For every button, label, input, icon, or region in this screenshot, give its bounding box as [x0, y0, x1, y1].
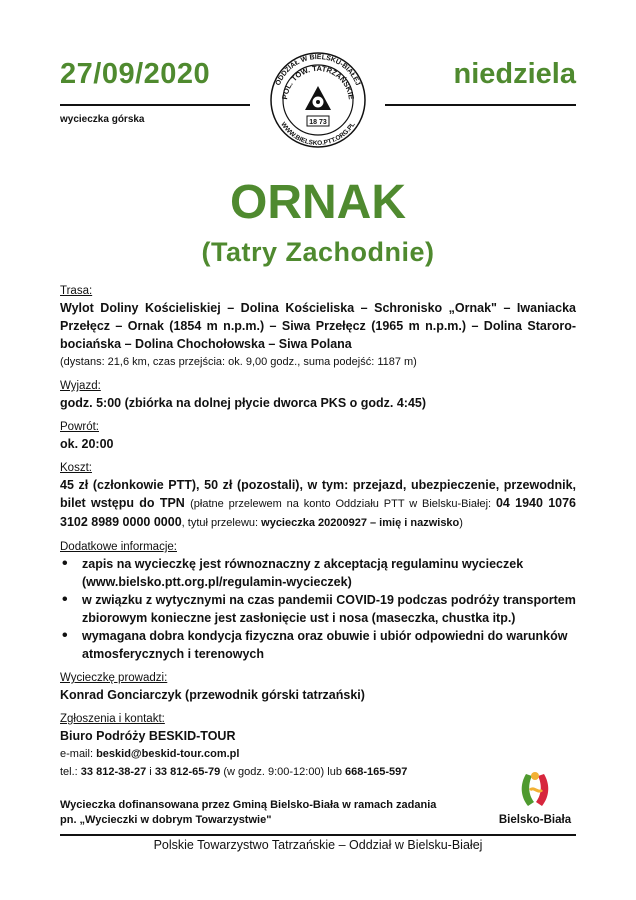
list-item: • w związku z wytycznymi na czas pandemii COVID-19 podczas podróży transportem zbiorowym konieczne jest zasłonięcie ust i nosa (maseczka, chustka itp.): [60, 591, 576, 627]
funding-note: [60, 798, 480, 828]
trip-type: wycieczka górska: [60, 114, 145, 125]
email-link[interactable]: beskid@beskid-tour.com.pl: [96, 748, 240, 760]
edelweiss-icon: [305, 86, 331, 110]
contact-email-line: [60, 745, 576, 763]
header-divider-left: [60, 104, 250, 106]
cost-section: [60, 461, 576, 532]
return-text: ok. 20:00: [60, 437, 114, 451]
funding-line-2: pn. „Wycieczki w dobrym Towarzystwie": [60, 814, 272, 826]
logo-year: 18 73: [309, 119, 327, 126]
tel-and: i: [146, 766, 155, 778]
cost-main: 45 zł (członkowie PTT), 50 zł (pozostali), w tym: przejazd, ubezpieczenie, przewodnik, bilet wstępu do TPN: [60, 478, 576, 510]
content-body: [60, 284, 576, 789]
cost-transfer-suffix: ): [459, 517, 463, 529]
cost-transfer-title: wycieczka 20200927 – imię i nazwisko: [261, 517, 460, 529]
list-item: • wymagana dobra kondycja fizyczna oraz obuwie i ubiór odpowiedni do warunków atmosferycznych i terenowych: [60, 627, 576, 663]
footer-text: Polskie Towarzystwo Tatrzańskie – Oddział w Bielsku-Białej: [153, 838, 483, 852]
logo-inner-text: POL. TOW. TATRZAŃSKIE: [280, 63, 356, 101]
contact-label: Zgłoszenia i kontakt:: [60, 713, 165, 725]
additional-list: [60, 555, 576, 663]
contact-office: Biuro Podróży BESKID-TOUR: [60, 729, 236, 743]
list-item: • zapis na wycieczkę jest równoznaczny z akceptacją regulaminu wycieczek (www.bielsko.ptt.org.pl/regulamin-wycieczek): [60, 555, 576, 591]
return-section: [60, 420, 576, 453]
phone-2: 33 812-65-79: [154, 766, 221, 778]
guide-text: Konrad Gonciarczyk (przewodnik górski tatrzański): [60, 688, 365, 702]
funding-line-1: Wycieczka dofinansowana przez Gminą Bielsko-Biała w ramach zadania: [60, 799, 437, 811]
departure-text: godz. 5:00 (zbiórka na dolnej płycie dworca PKS o godz. 4:45): [60, 396, 427, 410]
footer-divider: [60, 834, 576, 836]
tel-hours: (w godz. 9:00-12:00) lub: [220, 766, 346, 778]
cost-transfer-prefix: (płatne przelewem na konto Oddziału PTT w Bielsku-Białej:: [190, 498, 496, 510]
cost-label: Koszt:: [60, 462, 92, 474]
return-label: Powrót:: [60, 421, 99, 433]
route-section: [60, 284, 576, 371]
mobile-phone: 668-165-597: [345, 766, 408, 778]
logo-bottom-text: WWW.BIELSKO.PTT.ORG.PL: [279, 121, 357, 148]
guide-section: [60, 671, 576, 704]
cost-account: 04 1940 1076 3102 8989 0000 0000: [60, 496, 576, 529]
logo-ring-text: ODDZIAŁ W BIELSKU-BIAŁEJ: [274, 53, 362, 87]
additional-section: [60, 540, 576, 663]
page-title: ORNAK: [230, 176, 406, 229]
route-label: Trasa:: [60, 285, 93, 297]
bielsko-biala-logo: [490, 768, 580, 828]
email-label: e-mail:: [60, 748, 97, 760]
page-subtitle: (Tatry Zachodnie): [201, 237, 435, 267]
ptt-logo: [263, 50, 373, 150]
departure-label: Wyjazd:: [60, 380, 101, 392]
bielsko-biala-emblem-icon: [490, 768, 580, 812]
departure-section: [60, 379, 576, 412]
cost-transfer-mid: , tytuł przelewu:: [181, 517, 262, 529]
phone-1: 33 812-38-27: [80, 766, 147, 778]
route-details: (dystans: 21,6 km, czas przejścia: ok. 9,00 godz., suma podejść: 1187 m): [60, 356, 417, 368]
route-text: Wylot Doliny Kościeliskiej – Dolina Kościeliska – Schronisko „Ornak" – Iwaniacka Przełęcz – Ornak (1854 m n.p.m.) – Siwa Przełęcz (1965 m n.p.m.) – Dolina Staroro-bociańska – Dolina Chochołowska – Siwa Polana: [60, 301, 576, 351]
tel-label: tel.:: [60, 766, 81, 778]
trip-date: 27/09/2020: [60, 58, 211, 90]
bielsko-biala-name: Bielsko-Biała: [498, 814, 572, 826]
header-divider-right: [385, 104, 576, 106]
guide-label: Wycieczkę prowadzi:: [60, 672, 168, 684]
trip-day: niedziela: [453, 58, 576, 90]
additional-label: Dodatkowe informacje:: [60, 541, 177, 553]
cost-text: [60, 476, 576, 532]
